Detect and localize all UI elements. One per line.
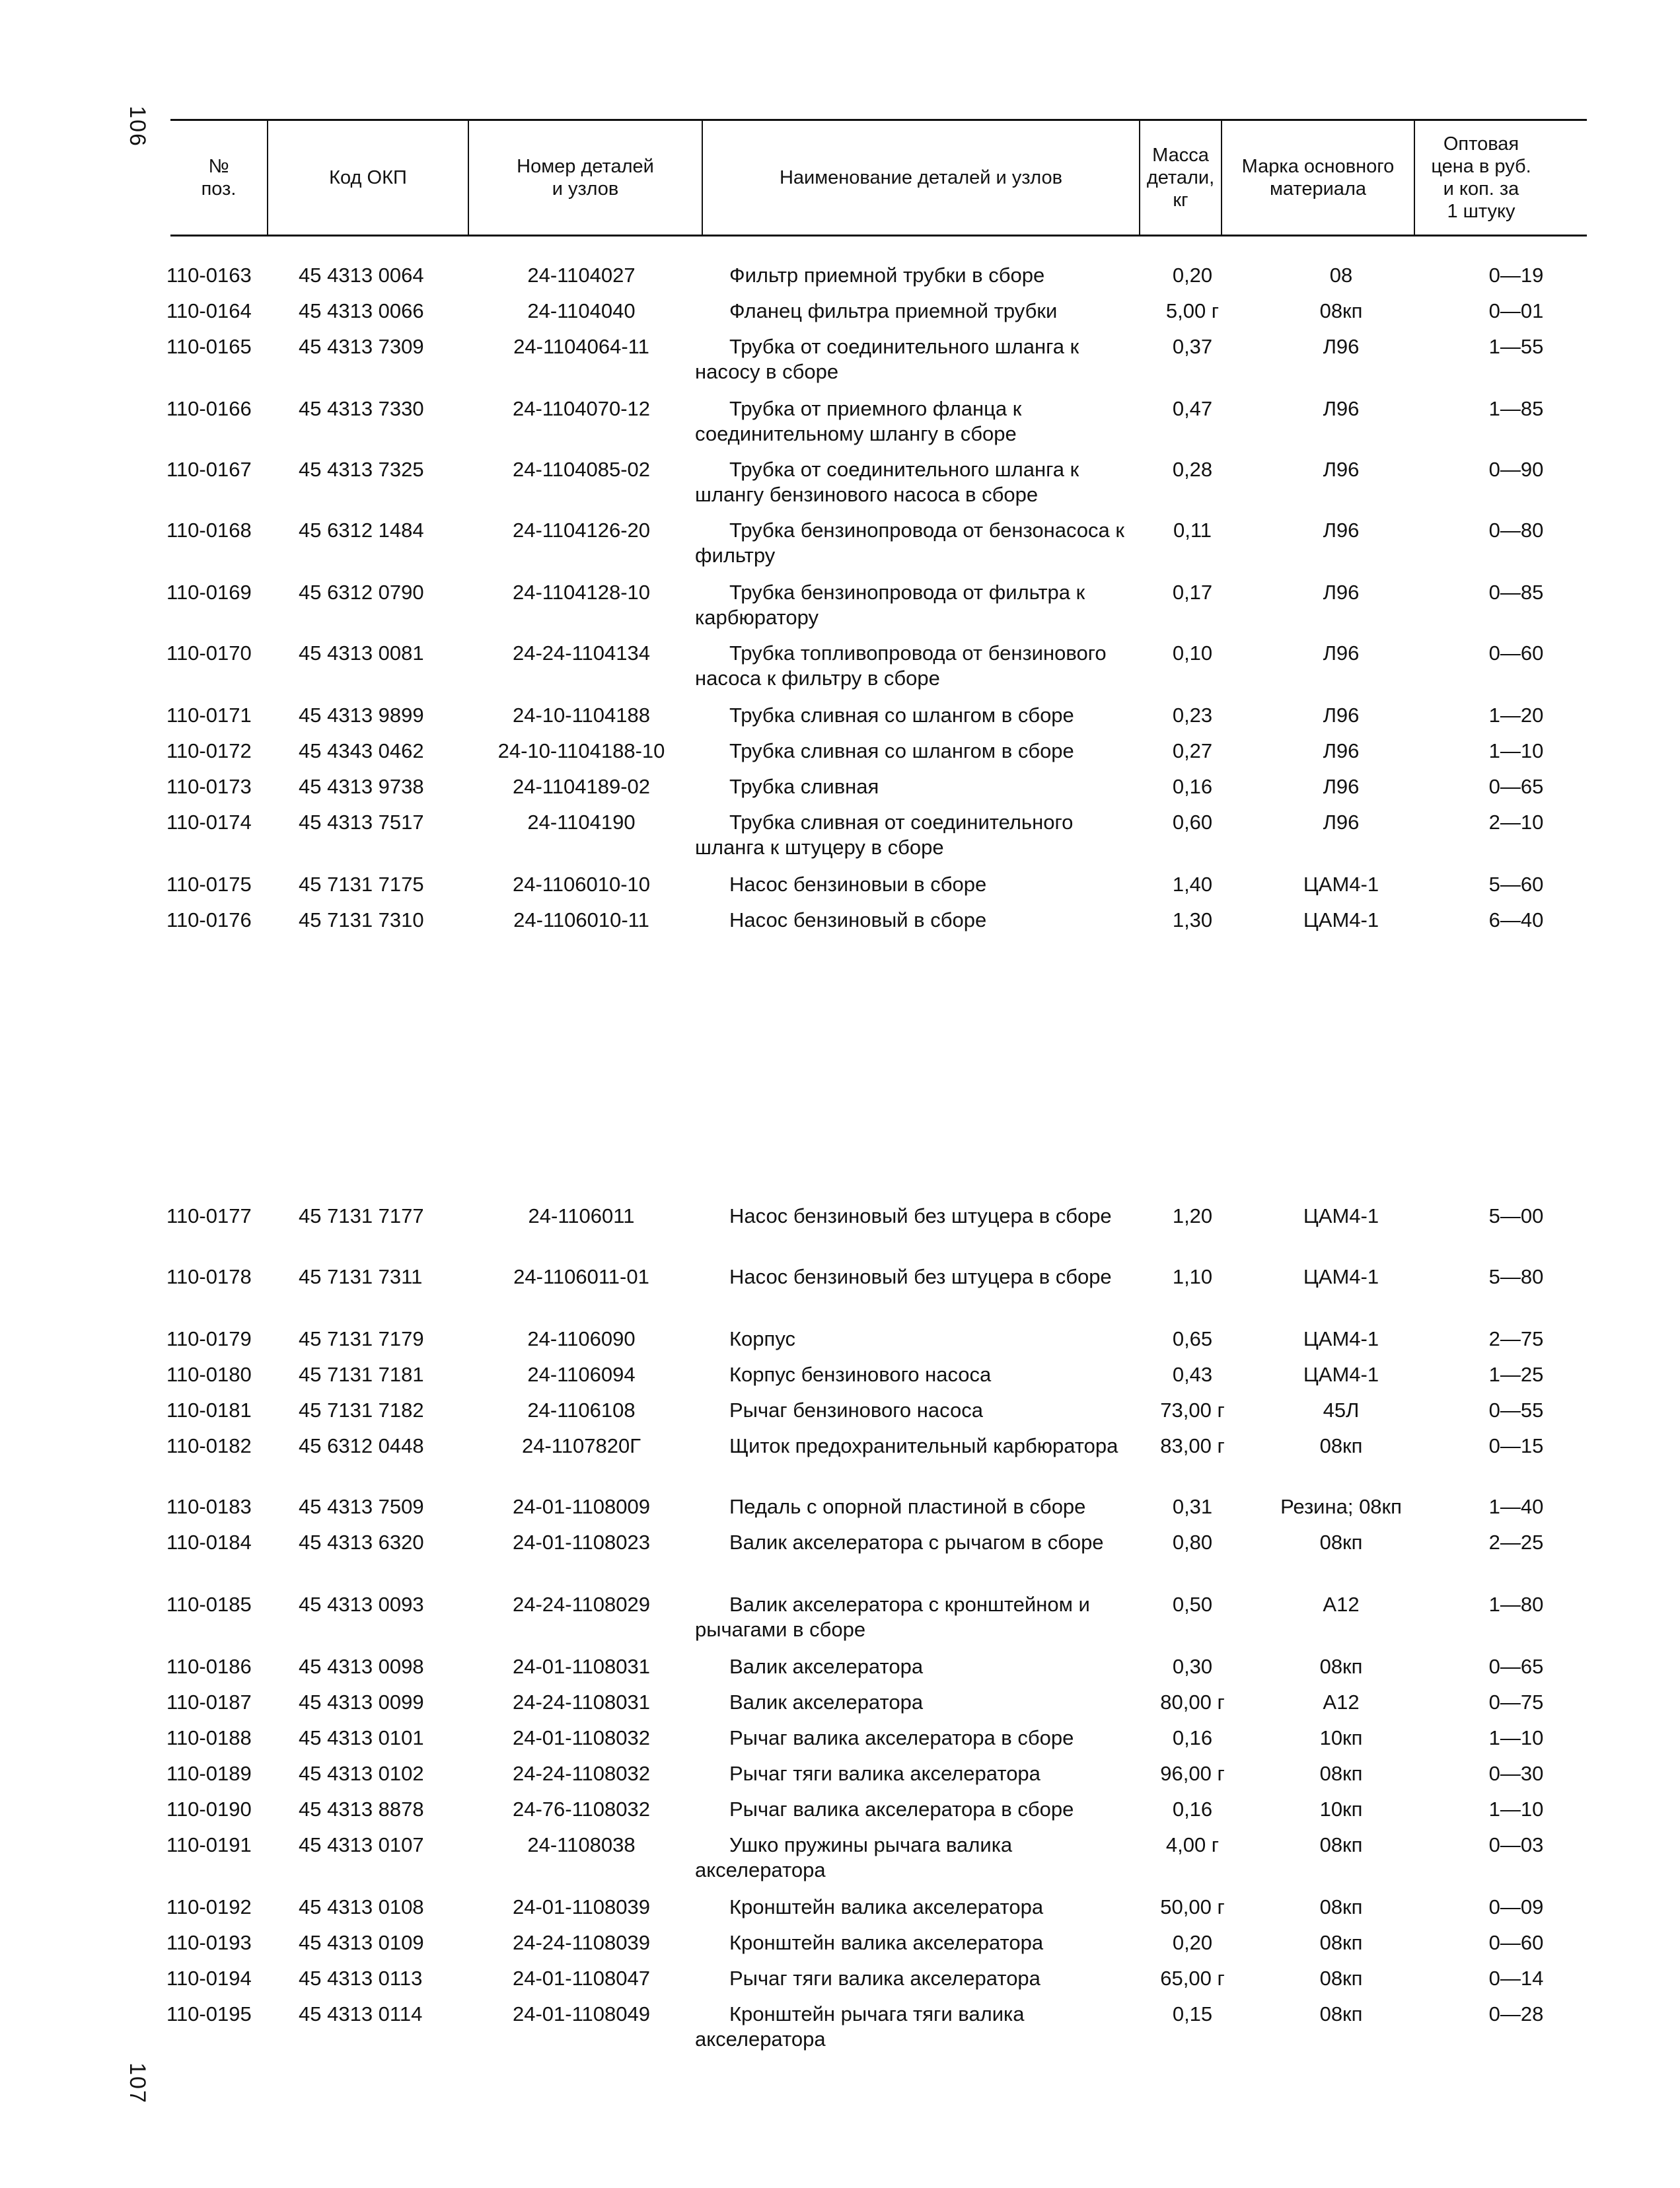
okp-code-cell: 45 7131 7175 [299,873,424,896]
price-cell: 0—75 [1488,1691,1544,1714]
position-cell: 110-0173 [166,775,252,798]
position-cell: 110-0180 [166,1363,252,1386]
okp-code-cell: 45 4313 0113 [299,1967,423,1990]
mass-cell: 0,31 [1172,1495,1213,1518]
okp-code-cell: 45 6312 0448 [299,1434,424,1457]
price-cell: 1—80 [1488,1593,1544,1616]
material-cell: 08 [1329,264,1353,287]
position-cell: 110-0181 [166,1399,252,1422]
part-name-cell: Насос бензиновый без штуцера в сборе [729,1204,1112,1227]
position-cell: 110-0183 [166,1495,252,1518]
part-number-cell: 24-01-1108049 [513,2002,650,2025]
material-cell: ЦАМ4-1 [1303,908,1379,931]
part-number-cell: 24-1106010-10 [513,873,650,896]
mass-cell: 0,50 [1172,1593,1213,1616]
position-cell: 110-0179 [166,1327,252,1350]
position-cell: 110-0166 [166,397,252,420]
material-cell: 08кп [1319,1531,1363,1554]
material-cell: Л96 [1323,739,1360,762]
header-name: Наименование деталей и узлов [779,167,1063,188]
position-cell: 110-0163 [166,264,252,287]
material-cell: Резина; 08кп [1280,1495,1402,1518]
price-cell: 0—09 [1488,1895,1544,1918]
okp-code-cell: 45 4313 0102 [299,1762,424,1785]
part-number-cell: 24-1106094 [527,1363,636,1386]
mass-cell: 4,00 г [1165,1833,1220,1856]
part-name-cell: Трубка бензинопровода от бензонасоса к фильтру [695,519,1124,567]
table-header [170,119,1587,237]
okp-code-cell: 45 4343 0462 [299,739,424,762]
material-cell: 10кп [1319,1726,1363,1749]
material-cell: ЦАМ4-1 [1303,1363,1379,1386]
part-name-cell: Трубка от приемного фланца к соединительному шлангу в сборе [695,397,1022,445]
part-name-cell: Трубка от соединительного шланга к насосу в сборе [695,335,1079,383]
part-number-cell: 24-1104128-10 [513,581,650,604]
part-name-cell: Рычаг тяги валика акселератора [729,1762,1041,1785]
part-name-cell: Валик акселератора с кронштейном и рычагами в сборе [695,1593,1090,1641]
material-cell: 10кп [1319,1798,1363,1821]
mass-cell: 0,65 [1172,1327,1213,1350]
material-cell: ЦАМ4-1 [1303,1265,1379,1288]
price-cell: 1—20 [1488,704,1544,727]
okp-code-cell: 45 4313 7517 [299,811,424,834]
price-cell: 0—01 [1488,299,1544,322]
material-cell: 08кп [1319,1655,1363,1678]
part-number-cell: 24-1106011 [528,1204,635,1227]
price-cell: 2—10 [1488,811,1544,834]
part-number-cell: 24-1108038 [527,1833,636,1856]
position-cell: 110-0164 [166,299,252,322]
material-cell: ЦАМ4-1 [1303,1327,1379,1350]
okp-code-cell: 45 4313 0107 [299,1833,424,1856]
material-cell: Л96 [1323,775,1360,798]
part-name-cell: Корпус [729,1327,795,1350]
material-cell: 45Л [1323,1399,1360,1422]
position-cell: 110-0178 [166,1265,252,1288]
okp-code-cell: 45 4313 0101 [299,1726,424,1749]
header-pos: № поз. [201,156,237,200]
part-number-cell: 24-1107820Г [522,1434,641,1457]
position-cell: 110-0182 [166,1434,252,1457]
position-cell: 110-0189 [166,1762,252,1785]
mass-cell: 0,60 [1172,811,1213,834]
part-number-cell: 24-01-1108047 [513,1967,650,1990]
position-cell: 110-0194 [166,1967,252,1990]
material-cell: Л96 [1323,397,1360,420]
price-cell: 6—40 [1488,908,1544,931]
position-cell: 110-0174 [166,811,252,834]
part-number-cell: 24-1104040 [527,299,636,322]
price-cell: 0—55 [1488,1399,1544,1422]
part-name-cell: Насос бензиновый без штуцера в сборе [729,1265,1112,1288]
okp-code-cell: 45 6312 0790 [299,581,424,604]
part-number-cell: 24-24-1104134 [513,641,650,665]
okp-code-cell: 45 4313 7509 [299,1495,424,1518]
position-cell: 110-0175 [166,873,252,896]
okp-code-cell: 45 4313 0093 [299,1593,424,1616]
part-number-cell: 24-1106011-01 [513,1265,649,1288]
part-name-cell: Трубка бензинопровода от фильтра к карбюратору [695,581,1085,629]
okp-code-cell: 45 4313 0098 [299,1655,424,1678]
part-name-cell: Трубка сливная [729,775,879,798]
position-cell: 110-0193 [166,1931,252,1954]
price-cell: 0—19 [1488,264,1544,287]
position-cell: 110-0191 [166,1833,252,1856]
mass-cell: 0,27 [1172,739,1213,762]
material-cell: 08кп [1319,1895,1363,1918]
mass-cell: 80,00 г [1160,1691,1225,1714]
part-number-cell: 24-01-1108039 [513,1895,650,1918]
mass-cell: 0,28 [1172,458,1213,481]
mass-cell: 0,30 [1172,1655,1213,1678]
part-number-cell: 24-10-1104188 [513,704,650,727]
part-name-cell: Фильтр приемной трубки в сборе [729,264,1045,287]
material-cell: Л96 [1323,704,1360,727]
header-okp: Код ОКП [329,167,407,188]
price-cell: 0—90 [1488,458,1544,481]
price-cell: 0—65 [1488,775,1544,798]
part-name-cell: Фланец фильтра приемной трубки [729,299,1058,322]
part-number-cell: 24-1106090 [527,1327,636,1350]
position-cell: 110-0176 [166,908,252,931]
material-cell: Л96 [1323,581,1360,604]
part-name-cell: Ушко пружины рычага валика акселератора [695,1833,1013,1881]
okp-code-cell: 45 4313 0109 [299,1931,424,1954]
part-name-cell: Валик акселератора с рычагом в сборе [729,1531,1104,1554]
mass-cell: 65,00 г [1160,1967,1225,1990]
material-cell: 08кп [1319,1967,1363,1990]
part-number-cell: 24-1104064-11 [513,335,649,358]
okp-code-cell: 45 7131 7311 [299,1265,423,1288]
position-cell: 110-0190 [166,1798,252,1821]
part-name-cell: Трубка сливная от соединительного шланга к штуцеру в сборе [695,811,1074,859]
position-cell: 110-0171 [166,704,252,727]
part-name-cell: Щиток предохранительный карбюратора [729,1434,1118,1457]
okp-code-cell: 45 4313 6320 [299,1531,424,1554]
mass-cell: 1,10 [1172,1265,1213,1288]
part-name-cell: Рычаг валика акселератора в сборе [729,1798,1074,1821]
mass-cell: 0,16 [1172,775,1213,798]
header-material: Марка основного материала [1241,156,1395,200]
mass-cell: 0,20 [1172,1931,1213,1954]
part-name-cell: Корпус бензинового насоса [729,1363,992,1386]
material-cell: 08кп [1319,2002,1363,2025]
part-name-cell: Рычаг валика акселератора в сборе [729,1726,1074,1749]
position-cell: 110-0192 [166,1895,252,1918]
part-name-cell: Трубка от соединительного шланга к шлангу бензинового насоса в сборе [695,458,1079,506]
header-price: Оптовая цена в руб. и коп. за 1 штуку [1431,133,1531,222]
price-cell: 1—10 [1488,739,1544,762]
price-cell: 0—80 [1488,519,1544,542]
okp-code-cell: 45 4313 0114 [299,2002,423,2025]
mass-cell: 73,00 г [1160,1399,1225,1422]
okp-code-cell: 45 7131 7182 [299,1399,424,1422]
position-cell: 110-0187 [166,1691,252,1714]
okp-code-cell: 45 4313 9738 [299,775,424,798]
part-name-cell: Рычаг бензинового насоса [729,1399,983,1422]
price-cell: 0—14 [1488,1967,1544,1990]
material-cell: ЦАМ4-1 [1303,873,1379,896]
mass-cell: 1,30 [1172,908,1213,931]
material-cell: А12 [1323,1691,1360,1714]
okp-code-cell: 45 4313 0108 [299,1895,424,1918]
mass-cell: 83,00 г [1160,1434,1225,1457]
okp-code-cell: 45 4313 0064 [299,264,424,287]
okp-code-cell: 45 4313 7309 [299,335,424,358]
part-name-cell: Кронштейн валика акселератора [729,1895,1044,1918]
position-cell: 110-0169 [166,581,252,604]
material-cell: 08кп [1319,1931,1363,1954]
position-cell: 110-0184 [166,1531,252,1554]
price-cell: 1—10 [1488,1798,1544,1821]
position-cell: 110-0188 [166,1726,252,1749]
part-number-cell: 24-1104189-02 [513,775,650,798]
part-name-cell: Валик акселератора [729,1655,924,1678]
okp-code-cell: 45 4313 0066 [299,299,424,322]
material-cell: А12 [1323,1593,1360,1616]
part-number-cell: 24-76-1108032 [513,1798,650,1821]
part-name-cell: Рычаг тяги валика акселератора [729,1967,1041,1990]
price-cell: 5—00 [1488,1204,1544,1227]
price-cell: 1—55 [1488,335,1544,358]
price-cell: 0—15 [1488,1434,1544,1457]
mass-cell: 0,10 [1172,641,1213,665]
page-number-bottom: 107 [124,2062,150,2104]
price-cell: 0—03 [1488,1833,1544,1856]
mass-cell: 0,80 [1172,1531,1213,1554]
part-name-cell: Кронштейн валика акселератора [729,1931,1044,1954]
okp-code-cell: 45 4313 7330 [299,397,424,420]
part-number-cell: 24-01-1108031 [513,1655,650,1678]
price-cell: 2—75 [1488,1327,1544,1350]
part-name-cell: Насос бензиновый в сборе [729,908,987,931]
part-name-cell: Педаль с опорной пластиной в сборе [729,1495,1086,1518]
okp-code-cell: 45 7131 7310 [299,908,424,931]
mass-cell: 0,15 [1172,2002,1213,2025]
material-cell: 08кп [1319,1434,1363,1457]
price-cell: 0—60 [1488,1931,1544,1954]
part-name-cell: Трубка сливная со шлангом в сборе [729,704,1074,727]
part-name-cell: Насос бензиновыи в сборе [729,873,987,896]
part-number-cell: 24-01-1108009 [513,1495,650,1518]
mass-cell: 0,43 [1172,1363,1213,1386]
okp-code-cell: 45 4313 0099 [299,1691,424,1714]
part-name-cell: Трубка сливная со шлангом в сборе [729,739,1074,762]
part-number-cell: 24-1106010-11 [513,908,649,931]
okp-code-cell: 45 4313 9899 [299,704,424,727]
material-cell: Л96 [1323,458,1360,481]
position-cell: 110-0195 [166,2002,252,2025]
material-cell: Л96 [1323,335,1360,358]
okp-code-cell: 45 7131 7179 [299,1327,424,1350]
position-cell: 110-0165 [166,335,252,358]
part-name-cell: Валик акселератора [729,1691,924,1714]
part-number-cell: 24-01-1108032 [513,1726,650,1749]
part-number-cell: 24-1104190 [527,811,636,834]
okp-code-cell: 45 4313 7325 [299,458,424,481]
price-cell: 5—60 [1488,873,1544,896]
price-cell: 1—25 [1488,1363,1544,1386]
position-cell: 110-0185 [166,1593,252,1616]
mass-cell: 0,23 [1172,704,1213,727]
material-cell: ЦАМ4-1 [1303,1204,1379,1227]
part-number-cell: 24-1104126-20 [513,519,650,542]
part-number-cell: 24-24-1108029 [513,1593,650,1616]
mass-cell: 0,20 [1172,264,1213,287]
material-cell: Л96 [1323,519,1360,542]
okp-code-cell: 45 4313 8878 [299,1798,424,1821]
position-cell: 110-0177 [166,1204,252,1227]
position-cell: 110-0168 [166,519,252,542]
page-number-top: 106 [124,106,150,147]
mass-cell: 96,00 г [1160,1762,1225,1785]
material-cell: 08кп [1319,1833,1363,1856]
material-cell: 08кп [1319,299,1363,322]
okp-code-cell: 45 7131 7181 [299,1363,424,1386]
mass-cell: 50,00 г [1160,1895,1225,1918]
mass-cell: 0,37 [1172,335,1213,358]
position-cell: 110-0167 [166,458,252,481]
okp-code-cell: 45 7131 7177 [299,1204,424,1227]
part-number-cell: 24-1104027 [527,264,636,287]
mass-cell: 0,17 [1172,581,1213,604]
price-cell: 1—10 [1488,1726,1544,1749]
okp-code-cell: 45 4313 0081 [299,641,424,665]
position-cell: 110-0186 [166,1655,252,1678]
mass-cell: 0,16 [1172,1798,1213,1821]
part-number-cell: 24-24-1108031 [513,1691,650,1714]
material-cell: 08кп [1319,1762,1363,1785]
mass-cell: 5,00 г [1165,299,1220,322]
header-mass: Масса детали, кг [1146,145,1215,211]
price-cell: 0—85 [1488,581,1544,604]
part-number-cell: 24-1106108 [527,1399,636,1422]
part-number-cell: 24-01-1108023 [513,1531,650,1554]
price-cell: 1—40 [1488,1495,1544,1518]
part-name-cell: Кронштейн рычага тяги валика акселератора [695,2002,1025,2051]
price-cell: 0—30 [1488,1762,1544,1785]
header-part-number: Номер деталей и узлов [517,156,654,200]
material-cell: Л96 [1323,641,1360,665]
part-number-cell: 24-1104085-02 [513,458,650,481]
mass-cell: 0,16 [1172,1726,1213,1749]
part-number-cell: 24-1104070-12 [513,397,650,420]
price-cell: 0—65 [1488,1655,1544,1678]
part-number-cell: 24-10-1104188-10 [497,739,665,762]
price-cell: 1—85 [1488,397,1544,420]
price-cell: 0—28 [1488,2002,1544,2025]
okp-code-cell: 45 6312 1484 [299,519,424,542]
price-cell: 5—80 [1488,1265,1544,1288]
position-cell: 110-0170 [166,641,252,665]
price-cell: 0—60 [1488,641,1544,665]
material-cell: Л96 [1323,811,1360,834]
part-number-cell: 24-24-1108032 [513,1762,650,1785]
mass-cell: 0,47 [1172,397,1213,420]
part-name-cell: Трубка топливопровода от бензинового насоса к фильтру в сборе [695,641,1107,690]
mass-cell: 0,11 [1173,519,1212,542]
mass-cell: 1,40 [1172,873,1213,896]
mass-cell: 1,20 [1172,1204,1213,1227]
price-cell: 2—25 [1488,1531,1544,1554]
position-cell: 110-0172 [166,739,252,762]
part-number-cell: 24-24-1108039 [513,1931,650,1954]
